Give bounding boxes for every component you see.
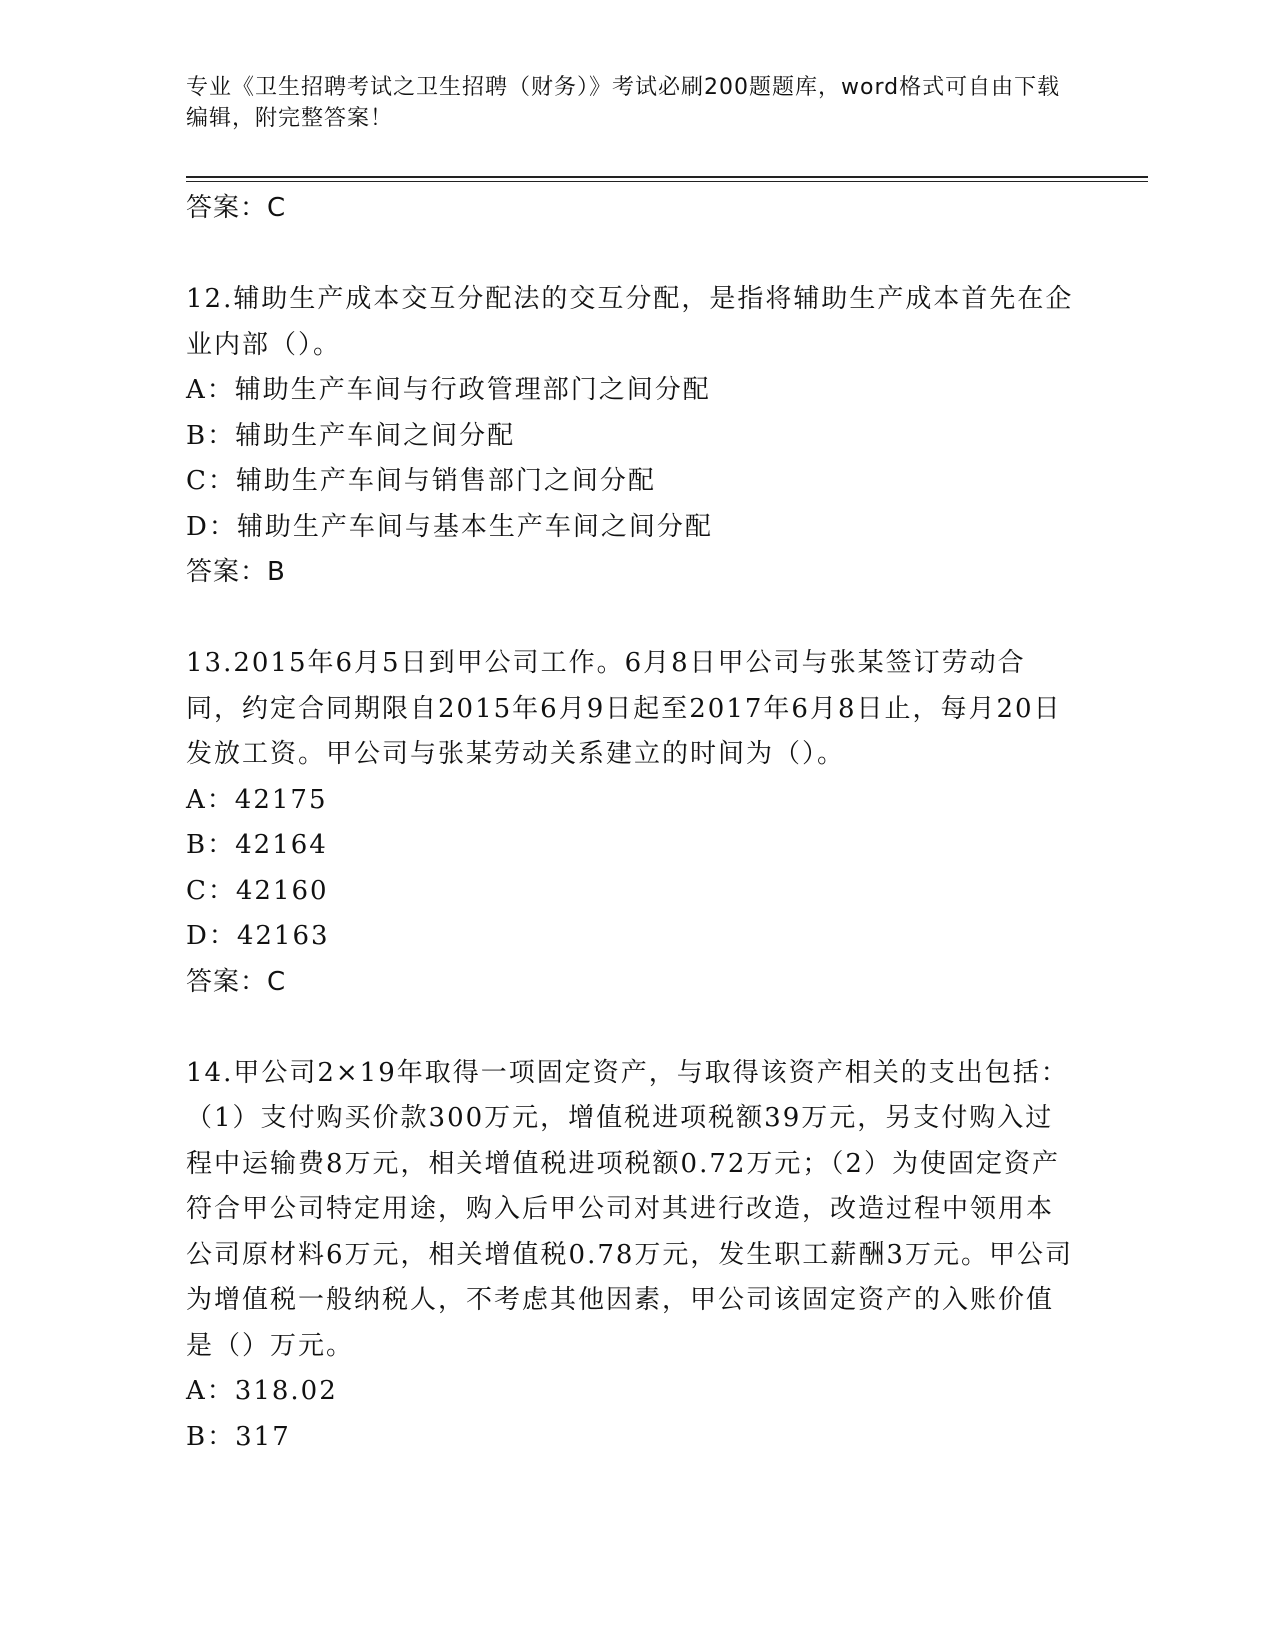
- spacer: [186, 596, 1076, 642]
- header-divider-thin: [186, 181, 1148, 182]
- option-c: C：辅助生产车间与销售部门之间分配: [186, 466, 656, 496]
- option-d: D：42163: [186, 921, 330, 951]
- option-d: D：辅助生产车间与基本生产车间之间分配: [186, 511, 713, 542]
- option-a: A：318.02: [186, 1376, 338, 1406]
- question-14: [186, 1051, 1076, 1461]
- document-header: 专业《卫生招聘考试之卫生招聘（财务）》考试必刷200题题库，word格式可自由下载编辑，附完整答案！: [186, 75, 1061, 131]
- question-stem: 14.甲公司2×19年取得一项固定资产，与取得该资产相关的支出包括：（1）支付购买价款300万元，增值税进项税额39万元，另支付购入过程中运输费8万元，相关增值税进项税额0.72万元；（2）为使固定资产符合甲公司特定用途，购入后甲公司对其进行改造，改造过程中领用本公司原材料6万元，相关增值税0.78万元，发生职工薪酬3万元。甲公司为增值税一般纳税人，不考虑其他因素，甲公司该固定资产的入账价值是（）万元。: [186, 1057, 1073, 1361]
- option-c: C：42160: [186, 875, 329, 906]
- option-b: B：317: [186, 1421, 291, 1452]
- question-stem: 13.2015年6月5日到甲公司工作。6月8日甲公司与张某签订劳动合同，约定合同期限自2015年6月9日起至2017年6月8日止，每月20日发放工资。甲公司与张某劳动关系建立的时间为（）。: [186, 648, 1062, 769]
- option-a: A：42175: [186, 784, 328, 815]
- spacer: [186, 1005, 1076, 1051]
- option-b: B：辅助生产车间之间分配: [186, 420, 516, 451]
- answer: 答案：B: [186, 557, 286, 587]
- answer: 答案：C: [186, 966, 287, 997]
- question-stem: 12.辅助生产成本交互分配法的交互分配，是指将辅助生产成本首先在企业内部（）。: [186, 284, 1074, 360]
- spacer: [186, 232, 1076, 278]
- option-b: B：42164: [186, 830, 328, 860]
- question-12: [186, 277, 1076, 596]
- document-body: [186, 186, 1076, 1460]
- option-a: A：辅助生产车间与行政管理部门之间分配: [186, 375, 711, 405]
- question-13: [186, 641, 1076, 1005]
- header-divider: [186, 176, 1148, 178]
- previous-answer: 答案：C: [186, 193, 287, 223]
